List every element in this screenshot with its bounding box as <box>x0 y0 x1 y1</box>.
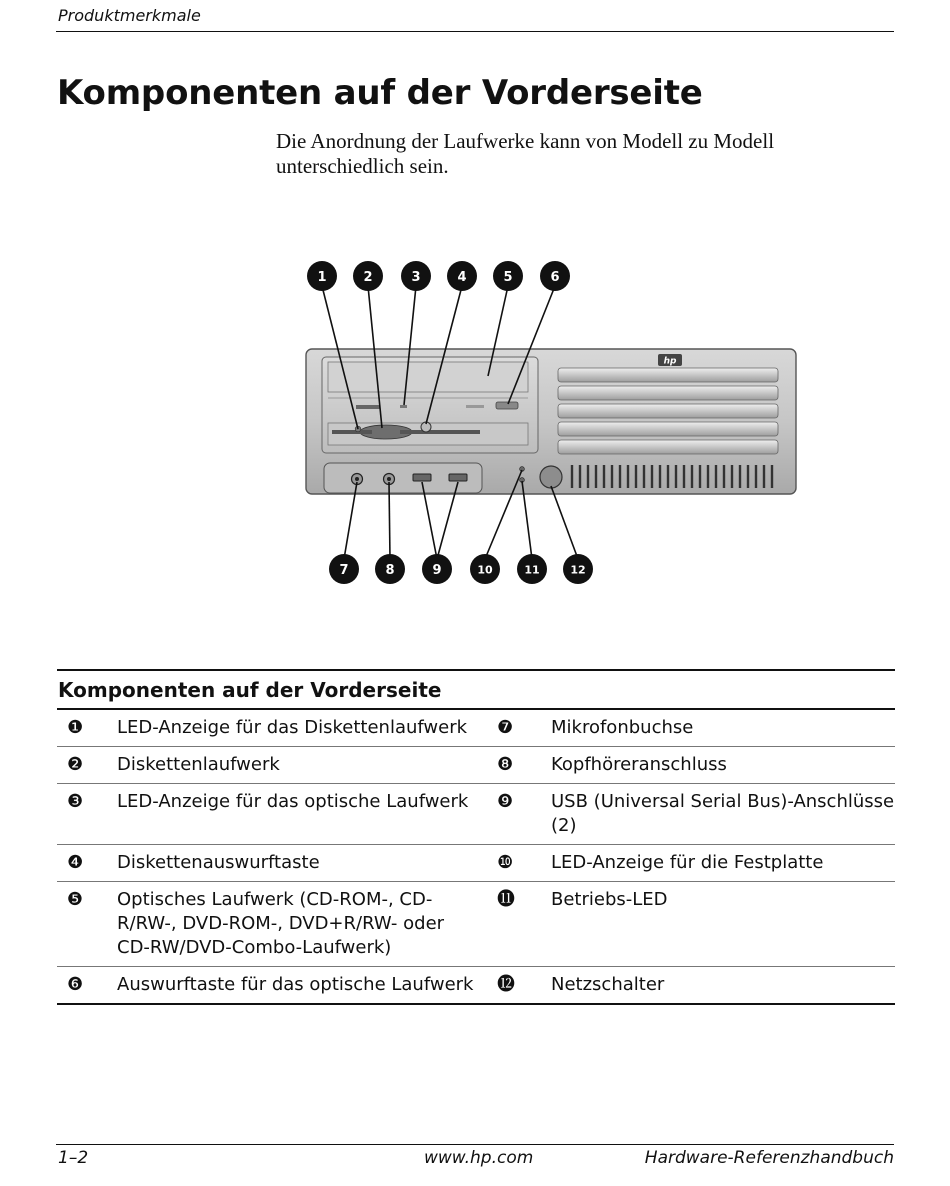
callout-number: ⓫ <box>487 882 551 967</box>
callout-number: ⓬ <box>487 967 551 1005</box>
component-label: LED-Anzeige für das Diskettenlaufwerk <box>117 710 487 747</box>
component-label: Betriebs-LED <box>551 882 895 967</box>
table-row <box>57 845 895 882</box>
computer-front-figure <box>290 258 810 588</box>
callout-number: ❾ <box>487 784 551 845</box>
usb-port-icon <box>449 474 467 481</box>
table-title: Komponenten auf der Vorderseite <box>58 678 442 702</box>
running-header: Produktmerkmale <box>58 6 201 25</box>
callout-1 <box>307 261 337 291</box>
component-label: LED-Anzeige für die Festplatte <box>551 845 895 882</box>
page-number: 1–2 <box>58 1148 89 1168</box>
callout-number: ❽ <box>487 747 551 784</box>
svg-text:4: 4 <box>457 270 467 285</box>
callout-9 <box>422 554 452 584</box>
svg-text:5: 5 <box>503 270 513 285</box>
footer-rule <box>56 1144 894 1145</box>
callout-4 <box>447 261 477 291</box>
component-label: Auswurftaste für das optische Laufwerk <box>117 967 487 1005</box>
component-label: Diskettenlaufwerk <box>117 747 487 784</box>
callout-number: ❿ <box>487 845 551 882</box>
callout-6 <box>540 261 570 291</box>
optical-drive-led-icon <box>400 405 407 408</box>
callout-number: ❺ <box>57 882 117 967</box>
svg-text:8: 8 <box>385 563 395 578</box>
component-label: Netzschalter <box>551 967 895 1005</box>
component-label: Kopfhöreranschluss <box>551 747 895 784</box>
svg-text:1: 1 <box>317 270 327 285</box>
svg-text:12: 12 <box>570 563 586 577</box>
component-label: Optisches Laufwerk (CD-ROM-, CD-R/RW-, DVD-ROM-, DVD+R/RW- oder CD-RW/DVD-Combo-Laufwerk) <box>117 882 487 967</box>
footer-url: www.hp.com <box>424 1148 534 1168</box>
svg-text:11: 11 <box>524 563 540 577</box>
header-rule <box>56 31 894 32</box>
component-label: USB (Universal Serial Bus)-Anschlüsse (2) <box>551 784 895 845</box>
component-label: LED-Anzeige für das optische Laufwerk <box>117 784 487 845</box>
page-title: Komponenten auf der Vorderseite <box>57 73 703 113</box>
svg-text:6: 6 <box>550 270 560 285</box>
usb-port-icon <box>413 474 431 481</box>
svg-text:2: 2 <box>363 270 373 285</box>
footer-book-title: Hardware-Referenzhandbuch <box>644 1148 894 1168</box>
callout-2 <box>353 261 383 291</box>
table-row <box>57 710 895 747</box>
component-label: Mikrofonbuchse <box>551 710 895 747</box>
power-button-icon <box>540 466 562 488</box>
computer-front-illustration <box>290 258 810 588</box>
callout-12 <box>563 554 593 584</box>
callout-number: ❻ <box>57 967 117 1005</box>
table-row <box>57 967 895 1005</box>
callout-number: ❶ <box>57 710 117 747</box>
callout-5 <box>493 261 523 291</box>
component-label: Diskettenauswurftaste <box>117 845 487 882</box>
intro-note: Die Anordnung der Laufwerke kann von Modell zu Modell unterschiedlich sein. <box>276 129 775 178</box>
svg-text:3: 3 <box>411 270 421 285</box>
hp-logo-text: hp <box>663 356 677 367</box>
table-row <box>57 747 895 784</box>
components-table <box>57 669 895 1005</box>
table-row <box>57 784 895 845</box>
callout-number: ❼ <box>487 710 551 747</box>
callout-7 <box>329 554 359 584</box>
callout-11 <box>517 554 547 584</box>
callout-8 <box>375 554 405 584</box>
optical-eject-button-icon <box>496 402 518 409</box>
optical-drive-icon <box>328 362 528 392</box>
callout-number: ❷ <box>57 747 117 784</box>
callout-10 <box>470 554 500 584</box>
callout-number: ❸ <box>57 784 117 845</box>
svg-text:9: 9 <box>432 563 442 578</box>
table-row <box>57 882 895 967</box>
front-grille <box>558 368 778 454</box>
components-table-body <box>57 710 895 1005</box>
svg-text:7: 7 <box>339 563 349 578</box>
callout-number: ❹ <box>57 845 117 882</box>
callout-3 <box>401 261 431 291</box>
svg-text:10: 10 <box>477 563 493 577</box>
